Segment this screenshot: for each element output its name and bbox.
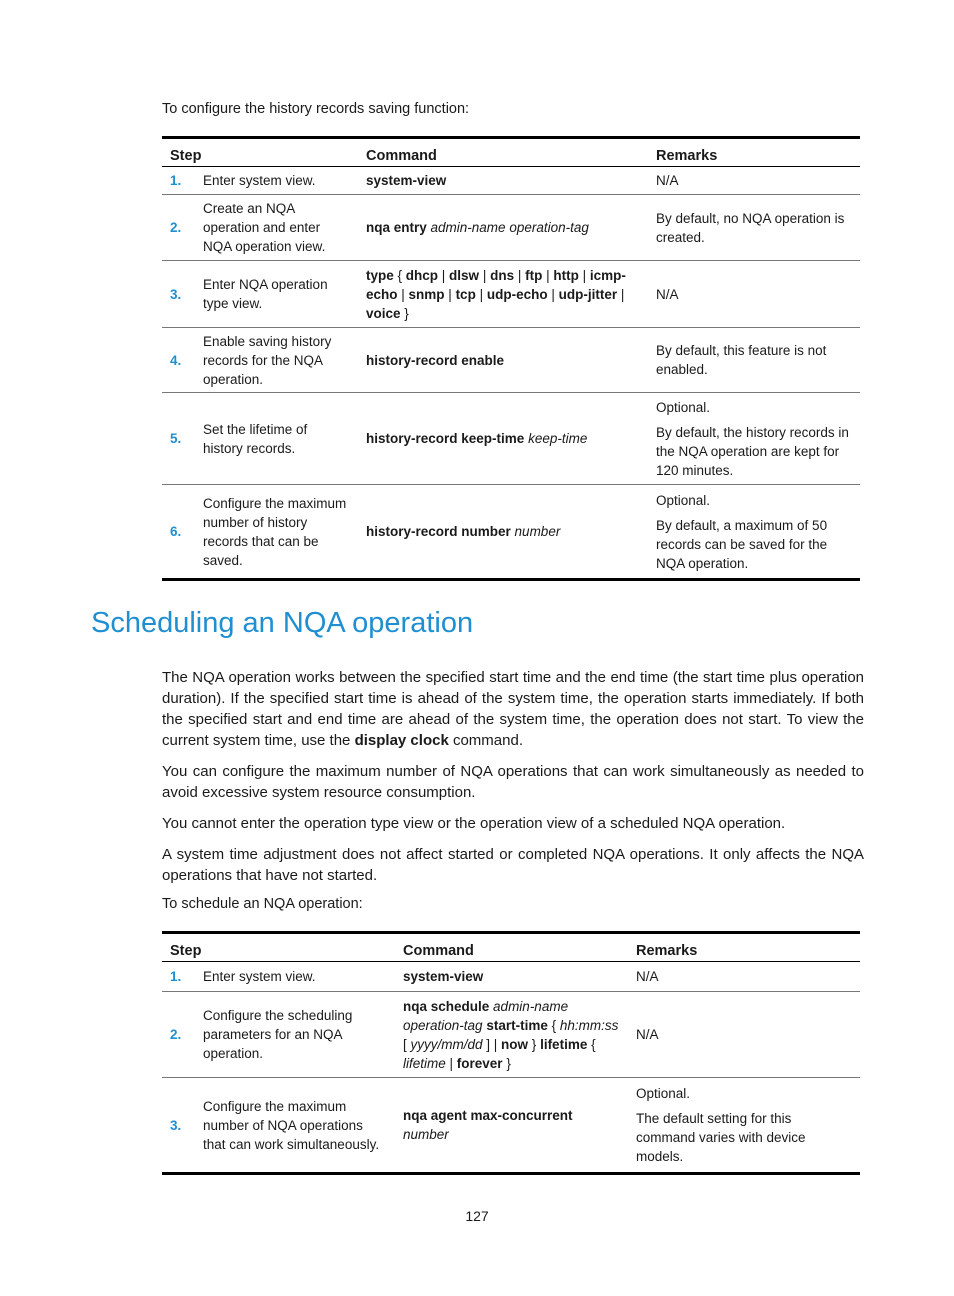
step-description: Configure the scheduling parameters for an NQA operation. bbox=[195, 992, 395, 1078]
step-description: Configure the maximum number of NQA operations that can work simultaneously. bbox=[195, 1078, 395, 1174]
header-command: Command bbox=[358, 138, 648, 167]
remarks bbox=[648, 195, 860, 261]
step-number: 3. bbox=[162, 261, 195, 328]
step-number: 5. bbox=[162, 393, 195, 485]
remarks bbox=[628, 992, 860, 1078]
remark-text: By default, no NQA operation is created. bbox=[656, 210, 845, 245]
intro-table1: To configure the history records saving function: bbox=[162, 101, 470, 117]
step-description: Enable saving history records for the NQA operation. bbox=[195, 328, 358, 393]
section-title: Scheduling an NQA operation bbox=[91, 607, 474, 639]
step-number: 1. bbox=[162, 167, 195, 195]
step-number: 2. bbox=[162, 992, 195, 1078]
table-row bbox=[162, 328, 860, 393]
header-command: Command bbox=[395, 933, 628, 962]
table-row bbox=[162, 393, 860, 485]
command-syntax: nqa agent max-concurrent number bbox=[395, 1078, 628, 1174]
step-description: Configure the maximum number of history records that can be saved. bbox=[195, 485, 358, 580]
remark-text: N/A bbox=[656, 286, 679, 302]
table-row bbox=[162, 992, 860, 1078]
paragraph-2: You can configure the maximum number of NQA operations that can work simultaneously as needed to avoid excessive system resource consumption. bbox=[162, 763, 864, 801]
header-remarks: Remarks bbox=[628, 933, 860, 962]
header-step: Step bbox=[162, 138, 358, 167]
step-number: 2. bbox=[162, 195, 195, 261]
remarks bbox=[648, 393, 860, 485]
table-row bbox=[162, 261, 860, 328]
remark-text: N/A bbox=[656, 173, 679, 188]
table-row bbox=[162, 167, 860, 195]
command-syntax: type { dhcp | dlsw | dns | ftp | http | icmp-echo | snmp | tcp | udp-echo | udp-jitter | voice } bbox=[358, 261, 648, 328]
paragraph-3: You cannot enter the operation type view or the operation view of a scheduled NQA operation. bbox=[162, 815, 786, 832]
remarks bbox=[628, 962, 860, 992]
remark-text: Optional. bbox=[656, 492, 711, 508]
table-row bbox=[162, 1078, 860, 1174]
command-syntax: history-record enable bbox=[358, 328, 648, 393]
remarks bbox=[648, 261, 860, 328]
remarks bbox=[648, 167, 860, 195]
step-number: 6. bbox=[162, 485, 195, 580]
remarks bbox=[648, 485, 860, 580]
step-description: Enter system view. bbox=[195, 167, 358, 195]
step-description: Create an NQA operation and enter NQA operation view. bbox=[195, 195, 358, 261]
command-syntax: system-view bbox=[358, 167, 648, 195]
remark-text: Optional. bbox=[656, 399, 711, 415]
command-syntax: nqa schedule admin-name operation-tag start-time { hh:mm:ss [ yyyy/mm/dd ] | now } lifetime { lifetime | forever } bbox=[395, 992, 628, 1078]
paragraph-1: The NQA operation works between the specified start time and the end time (the start time plus operation duration). If the specified start time is ahead of the system time, the operation starts immediately. If both the specified start and end time are ahead of the system time, the operation does not start. To view the current system time, use the display clock command. bbox=[162, 669, 864, 749]
header-remarks: Remarks bbox=[648, 138, 860, 167]
step-description: Enter NQA operation type view. bbox=[195, 261, 358, 328]
remark-text: Optional. bbox=[636, 1086, 691, 1101]
command-syntax: history-record keep-time keep-time bbox=[358, 393, 648, 485]
remark-text: N/A bbox=[636, 1027, 659, 1042]
remark-text: By default, this feature is not enabled. bbox=[656, 343, 827, 377]
remarks bbox=[648, 328, 860, 393]
schedule-table bbox=[162, 931, 860, 1175]
step-number: 4. bbox=[162, 328, 195, 393]
command-syntax: system-view bbox=[395, 962, 628, 992]
intro-table2: To schedule an NQA operation: bbox=[162, 896, 363, 912]
remark-text: N/A bbox=[636, 969, 659, 984]
remark-text: By default, the history records in the NQA operation are kept for 120 minutes. bbox=[656, 424, 849, 478]
table-row bbox=[162, 962, 860, 992]
remark-text: By default, a maximum of 50 records can be saved for the NQA operation. bbox=[656, 517, 828, 571]
header-step: Step bbox=[162, 933, 395, 962]
page-number: 127 bbox=[465, 1208, 489, 1224]
step-description: Enter system view. bbox=[195, 962, 395, 992]
command-syntax: history-record number number bbox=[358, 485, 648, 580]
paragraph-4: A system time adjustment does not affect started or completed NQA operations. It only affects the NQA operations that have not started. bbox=[162, 846, 864, 884]
command-syntax: nqa entry admin-name operation-tag bbox=[358, 195, 648, 261]
step-number: 1. bbox=[162, 962, 195, 992]
remark-text: The default setting for this command varies with device models. bbox=[636, 1111, 806, 1164]
table-row bbox=[162, 195, 860, 261]
history-records-table bbox=[162, 136, 860, 581]
step-number: 3. bbox=[162, 1078, 195, 1174]
remarks bbox=[628, 1078, 860, 1174]
table-row bbox=[162, 485, 860, 580]
step-description: Set the lifetime of history records. bbox=[195, 393, 358, 485]
